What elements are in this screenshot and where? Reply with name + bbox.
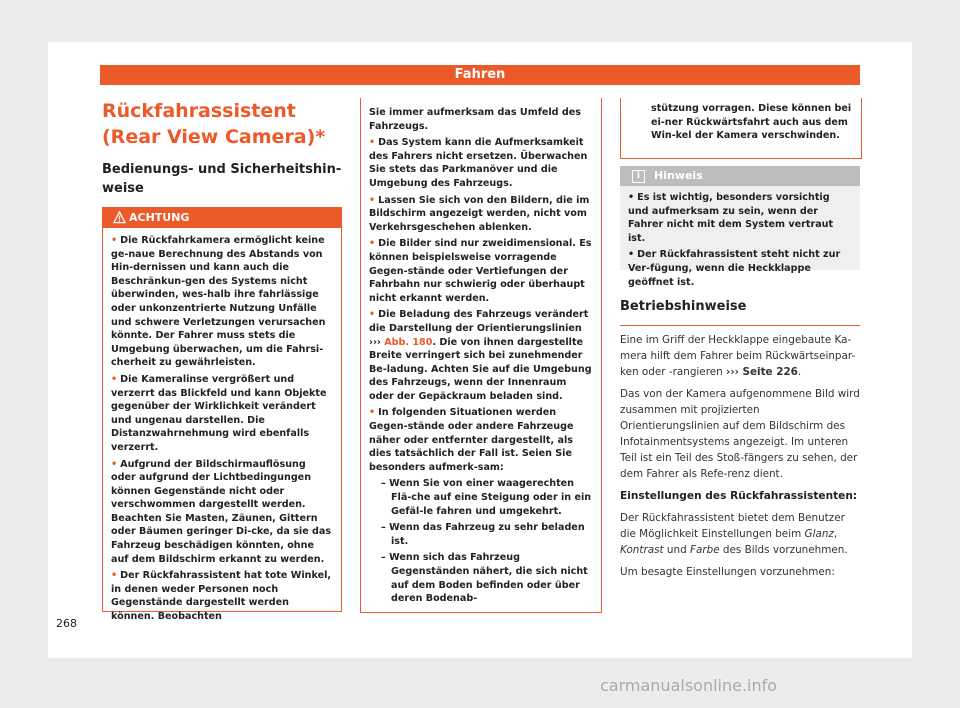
- warning-triangle-icon: [113, 211, 126, 224]
- title-block: [102, 98, 342, 218]
- section-divider: [620, 325, 860, 326]
- bullet-icon: •: [111, 235, 118, 246]
- warning-header: [103, 208, 341, 228]
- page-number: 268: [56, 617, 77, 630]
- paragraph: Das von der Kamera aufgenommene Bild wird zusammen mit projizierten Orientierungslinien auf dem Bildschirm des Infotainmentsystems angezeigt. Im unteren Teil ist ein Teil des Stoß-fängers zu sehen, der dem Fahrer als Refe-renz dient.: [620, 388, 860, 480]
- paragraph: Der Rückfahrassistent bietet dem Benutzer die Möglichkeit Einstellungen beim Glanz, Kontrast und Farbe des Bilds vorzunehmen.: [620, 512, 848, 556]
- warning-continued-body: [361, 98, 601, 606]
- list-item: • In folgenden Situationen werden Gegen-stände oder andere Fahrzeuge näher oder entfernter dargestellt, als dies tatsächlich der Fall ist. Seien Sie besonders aufmerk-sam:: [369, 407, 574, 473]
- warning-body: [103, 228, 341, 624]
- continued-text: Sie immer aufmerksam das Umfeld des Fahrzeugs.: [369, 107, 581, 132]
- list-item: • Lassen Sie sich von den Bildern, die im Bildschirm angezeigt werden, nicht vom Verkehrsgeschehen ablenken.: [369, 194, 590, 233]
- section-title: Betriebshinweise: [620, 299, 747, 314]
- figure-link[interactable]: Abb. 180: [384, 336, 433, 348]
- bullet-icon: •: [369, 309, 376, 321]
- note-heading: Hinweis: [654, 169, 703, 182]
- list-item: • Es ist wichtig, besonders vorsichtig und aufmerksam zu sein, wenn der Fahrer nicht mit dem System vertraut ist.: [628, 192, 834, 244]
- reference-arrow: ›››: [369, 336, 381, 348]
- list-item: • Der Rückfahrassistent steht nicht zur Ver-fügung, wenn die Heckklappe geöffnet ist.: [628, 249, 841, 288]
- warning-heading: ACHTUNG: [129, 211, 190, 224]
- list-item: • Der Rückfahrassistent hat tote Winkel, in denen weder Personen noch Gegenstände dargestellt werden können. Beobachten: [111, 570, 332, 623]
- bullet-icon: •: [369, 407, 376, 419]
- list-item: • Das System kann die Aufmerksamkeit des Fahrers nicht ersetzen. Überwachen Sie stets das Parkmanöver und die Umgebung des Fahrzeugs.: [369, 137, 588, 189]
- page-subtitle: Bedienungs- und Sicherheitshin-weise: [102, 162, 342, 196]
- paragraph: Um besagte Einstellungen vorzunehmen:: [620, 566, 835, 578]
- bullet-icon: •: [369, 137, 376, 149]
- dash-item: – Wenn Sie von einer waagerechten Flä-che auf eine Steigung oder in ein Gefäl-le fahren und umgekehrt.: [381, 478, 592, 517]
- bullet-icon: •: [111, 458, 118, 470]
- watermark: carmanualsonline.info: [600, 676, 778, 695]
- dash-item: – Wenn sich das Fahrzeug Gegenständen nähert, die sich nicht auf dem Boden befinden oder über deren Bodenab-: [381, 552, 588, 605]
- list-item: • Aufgrund der Bildschirmauflösung oder aufgrund der Lichtbedingungen können Gegenstände nicht oder verschwommen dargestellt werden. Beachten Sie Masten, Zäunen, Gittern oder Bäumen geringer Di-cke, da sie das Fahrzeug beschädigen könnten, ohne auf dem Bildschirm erkannt zu werden.: [111, 458, 332, 565]
- bullet-icon: •: [111, 570, 118, 582]
- section-header: Fahren: [100, 65, 860, 85]
- section-body: [620, 332, 860, 586]
- list-item: • Die Rückfahrkamera ermöglicht keine ge-naue Berechnung des Abstands von Hin-dernissen und kann auch die Beschränkun-gen des Systems nicht überwinden, wes-halb ihre fahrlässige oder unkonzentrierte Nutzung Unfälle und schwere Verletzungen verursachen könnte. Der Fahrer muss stets die Umgebung überwachen, um die Fahrsi-cherheit zu gewährleisten.: [111, 235, 326, 369]
- bullet-icon: •: [369, 194, 376, 206]
- bullet-icon: •: [628, 249, 635, 261]
- warning-box: [102, 207, 342, 623]
- page-title: Rückfahrassistent (Rear View Camera)*: [102, 100, 326, 148]
- list-item: • Die Bilder sind nur zweidimensional. Es können beispielsweise vorragende Gegen-stände oder Vertiefungen der Fahrbahn nur schwierig oder überhaupt nicht erkannt werden.: [369, 238, 592, 304]
- warning-box-end: [620, 98, 862, 159]
- info-icon: i: [632, 170, 645, 183]
- page-reference-link[interactable]: ››› Seite 226: [726, 366, 798, 378]
- note-box: [620, 166, 860, 288]
- warning-box-continued: [360, 98, 602, 613]
- list-item: • Die Beladung des Fahrzeugs verändert die Darstellung der Orientierungslinien ››› Abb. 180. Die von ihnen dargestellte Breite verringert sich bei zunehmender Be-ladung. Achten Sie auf die Umgebung des Fahrzeugs, wenn der Innenraum oder der Gepäckraum beladen sind.: [369, 309, 592, 402]
- paragraph: Eine im Griff der Heckklappe eingebaute Ka-mera hilft dem Fahrer beim Rückwärtseinpar-ken oder -rangieren ››› Seite 226.: [620, 334, 856, 378]
- bullet-icon: •: [111, 373, 118, 385]
- note-header: [620, 166, 860, 186]
- subheading: Einstellungen des Rückfahrassistenten:: [620, 490, 858, 502]
- list-item: • Die Kameralinse vergrößert und verzerrt das Blickfeld und kann Objekte gegenüber der Wirklichkeit verändert und ungenau darstellen. Die Distanzwahrnehmung wird ebenfalls verzerrt.: [111, 373, 327, 453]
- bullet-icon: •: [369, 238, 376, 250]
- dash-item: – Wenn das Fahrzeug zu sehr beladen ist.: [381, 522, 585, 547]
- bullet-icon: •: [628, 192, 635, 203]
- warning-end-text: stützung vorragen. Diese können bei ei-ner Rückwärtsfahrt auch aus dem Win-kel der Kamera verschwinden.: [651, 103, 852, 142]
- note-body: [620, 186, 860, 289]
